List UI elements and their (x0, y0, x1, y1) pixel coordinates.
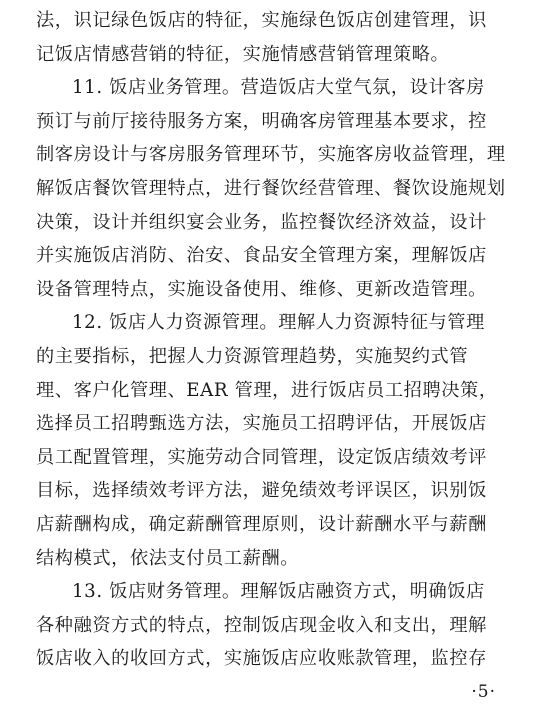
text-line: 员工配置管理，实施劳动合同管理，设定饭店绩效考评 (36, 446, 487, 468)
text-line: 饭店收入的收回方式，实施饭店应收账款管理，监控存 (36, 648, 487, 670)
text-line: 记饭店情感营销的特征，实施情感营销管理策略。 (36, 43, 450, 65)
text-line: 结构模式，依法支付员工薪酬。 (36, 547, 300, 569)
text-line: 11. 饭店业务管理。营造饭店大堂气氛，设计客房 (72, 77, 485, 99)
text-line: 制客房设计与客房服务管理环节，实施客房收益管理，理 (36, 144, 506, 166)
text-line: 解饭店餐饮管理特点，进行餐饮经营管理、餐饮设施规划 (36, 177, 506, 199)
text-line: 法，识记绿色饭店的特征，实施绿色饭店创建管理，识 (36, 10, 487, 31)
body-text (36, 4, 511, 676)
text-line: 的主要指标，把握人力资源管理趋势，实施契约式管 (36, 345, 469, 367)
page-number: ·5· (471, 682, 496, 702)
text-line: 选择员工招聘甄选方法，实施员工招聘评估，开展饭店 (36, 413, 487, 435)
paragraph-continued (36, 4, 511, 71)
text-line: 理、客户化管理、EAR 管理，进行饭店员工招聘决策， (36, 379, 498, 401)
text-line: 预订与前厅接待服务方案，明确客房管理基本要求，控 (36, 110, 487, 132)
paragraph-12-human-resources (36, 306, 511, 575)
text-line: 13. 饭店财务管理。理解饭店融资方式，明确饭店 (72, 581, 485, 603)
text-line: 店薪酬构成，确定薪酬管理原则，设计薪酬水平与薪酬 (36, 513, 487, 535)
text-line: 12. 饭店人力资源管理。理解人力资源特征与管理 (72, 312, 485, 334)
text-line: 设备管理特点，实施设备使用、维修、更新改造管理。 (36, 278, 487, 300)
text-line: 各种融资方式的特点，控制饭店现金收入和支出，理解 (36, 614, 487, 636)
text-line: 并实施饭店消防、治安、食品安全管理方案，理解饭店 (36, 245, 487, 267)
text-line: 决策，设计并组织宴会业务，监控餐饮经济效益，设计 (36, 211, 487, 233)
paragraph-13-financial-management (36, 575, 511, 676)
paragraph-11-business-management (36, 71, 511, 306)
text-line: 目标，选择绩效考评方法，避免绩效考评误区，识别饭 (36, 480, 487, 502)
